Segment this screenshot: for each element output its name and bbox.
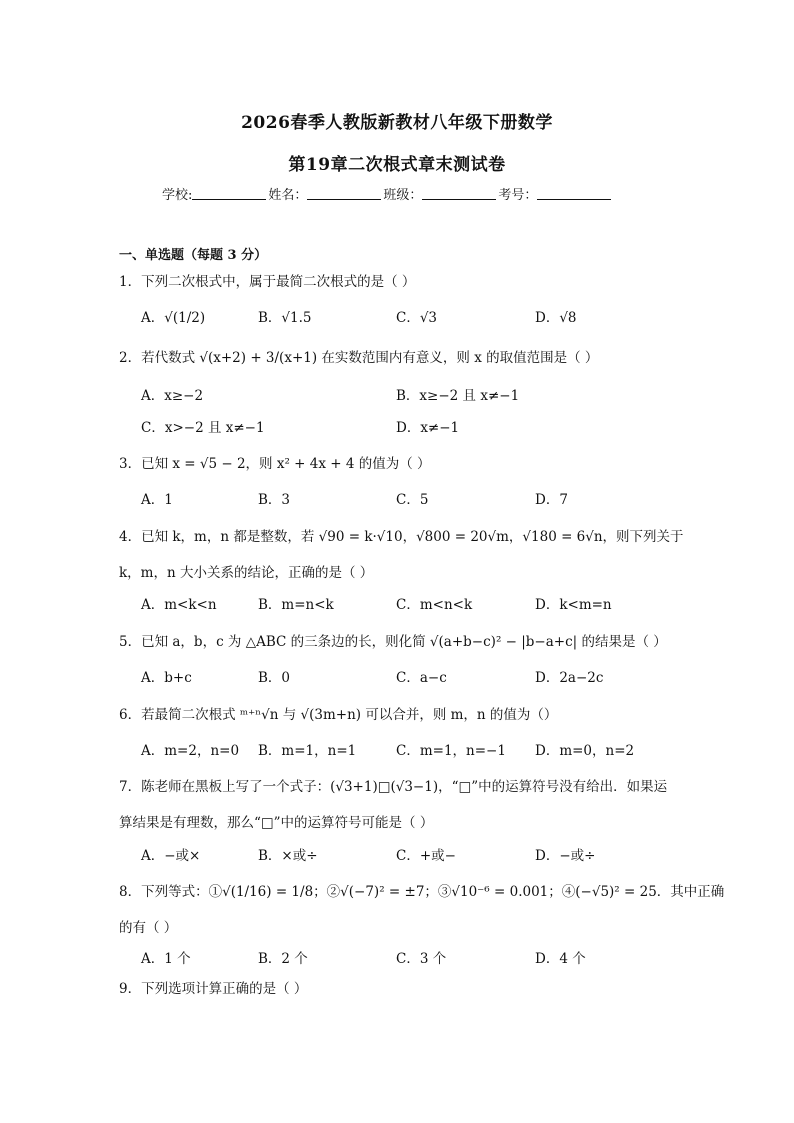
q5-option-c[interactable]: C．a−c — [396, 670, 447, 686]
q5-option-a[interactable]: A．b+c — [141, 670, 192, 686]
question-5-stem: 5．已知 a，b，c 为 △ABC 的三条边的长，则化简 √(a+b−c)² − |b−a+c| 的结果是（ ） — [119, 634, 667, 650]
question-9-stem: 9．下列选项计算正确的是（ ） — [119, 981, 308, 997]
q6-option-a[interactable]: A．m=2，n=0 — [141, 743, 240, 759]
section-heading: 一、单选题（每题 3 分） — [119, 248, 268, 263]
q7-option-b[interactable]: B．×或÷ — [258, 848, 318, 864]
question-6-stem: 6．若最简二次根式 ᵐ⁺ⁿ√n 与 √(3m+n) 可以合并，则 m，n 的值为（） — [119, 707, 558, 723]
question-1-stem: 1．下列二次根式中，属于最简二次根式的是（ ） — [119, 274, 416, 290]
q1-option-c[interactable]: C．√3 — [396, 310, 438, 326]
q5-option-d[interactable]: D．2a−2c — [535, 670, 604, 686]
q2-option-b[interactable]: B．x≥−2 且 x≠−1 — [396, 388, 520, 404]
question-7-stem: 7．陈老师在黑板上写了一个式子：(√3+1)□(√3−1)，“□”中的运算符号没有给出．如果运 — [119, 779, 668, 795]
q6-option-d[interactable]: D．m=0，n=2 — [535, 743, 635, 759]
q4-option-b[interactable]: B．m=n<k — [258, 597, 334, 613]
q3-option-b[interactable]: B．3 — [258, 492, 291, 508]
question-8-stem: 8．下列等式：①√(1/16) = 1/8；②√(−7)² = ±7；③√10⁻⁶ = 0.001；④(−√5)² = 25．其中正确 — [119, 884, 725, 900]
class-blank[interactable] — [422, 187, 496, 200]
q2-option-a[interactable]: A．x≥−2 — [141, 388, 204, 404]
number-blank[interactable] — [537, 187, 611, 200]
q6-option-c[interactable]: C．m=1，n=−1 — [396, 743, 506, 759]
question-7-stem-continued: 算结果是有理数，那么“□”中的运算符号可能是（ ） — [119, 815, 434, 831]
q1-option-a[interactable]: A．√(1/2) — [141, 310, 206, 326]
question-4-stem-continued: k，m，n 大小关系的结论，正确的是（ ） — [119, 565, 374, 581]
q7-option-c[interactable]: C．+或− — [396, 848, 456, 864]
school-blank[interactable] — [192, 187, 266, 200]
question-2-stem: 2．若代数式 √(x+2) + 3/(x+1) 在实数范围内有意义，则 x 的取值范围是（ ） — [119, 350, 599, 366]
q8-option-b[interactable]: B．2 个 — [258, 951, 308, 967]
question-4-stem: 4．已知 k，m，n 都是整数，若 √90 = k·√10，√800 = 20√m，√180 = 6√n，则下列关于 — [119, 529, 684, 545]
q3-option-a[interactable]: A．1 — [141, 492, 173, 508]
q7-option-d[interactable]: D．−或÷ — [535, 848, 596, 864]
q4-option-c[interactable]: C．m<n<k — [396, 597, 473, 613]
chapter-title: 第19章二次根式章末测试卷 — [288, 155, 506, 175]
q8-option-a[interactable]: A．1 个 — [141, 951, 191, 967]
q8-option-c[interactable]: C．3 个 — [396, 951, 447, 967]
q3-option-c[interactable]: C．5 — [396, 492, 429, 508]
q6-option-b[interactable]: B．m=1，n=1 — [258, 743, 357, 759]
question-3-stem: 3．已知 x = √5 − 2，则 x² + 4x + 4 的值为（ ） — [119, 456, 431, 472]
page-title: 2026春季人教版新教材八年级下册数学 — [241, 113, 553, 133]
q1-option-d[interactable]: D．√8 — [535, 310, 577, 326]
name-label: 姓名： — [268, 188, 308, 203]
q2-option-d[interactable]: D．x≠−1 — [396, 420, 460, 436]
q5-option-b[interactable]: B．0 — [258, 670, 291, 686]
number-label: 考号： — [498, 188, 538, 203]
q4-option-d[interactable]: D．k<m=n — [535, 597, 612, 613]
class-label: 班级： — [383, 188, 423, 203]
question-8-stem-continued: 的有（ ） — [119, 920, 178, 936]
name-blank[interactable] — [307, 187, 381, 200]
school-label: 学校: — [162, 188, 193, 203]
q7-option-a[interactable]: A．−或× — [141, 848, 201, 864]
q4-option-a[interactable]: A．m<k<n — [141, 597, 217, 613]
q3-option-d[interactable]: D．7 — [535, 492, 568, 508]
q1-option-b[interactable]: B．√1.5 — [258, 310, 312, 326]
student-info-line — [162, 184, 613, 203]
q8-option-d[interactable]: D．4 个 — [535, 951, 586, 967]
q2-option-c[interactable]: C．x>−2 且 x≠−1 — [141, 420, 265, 436]
